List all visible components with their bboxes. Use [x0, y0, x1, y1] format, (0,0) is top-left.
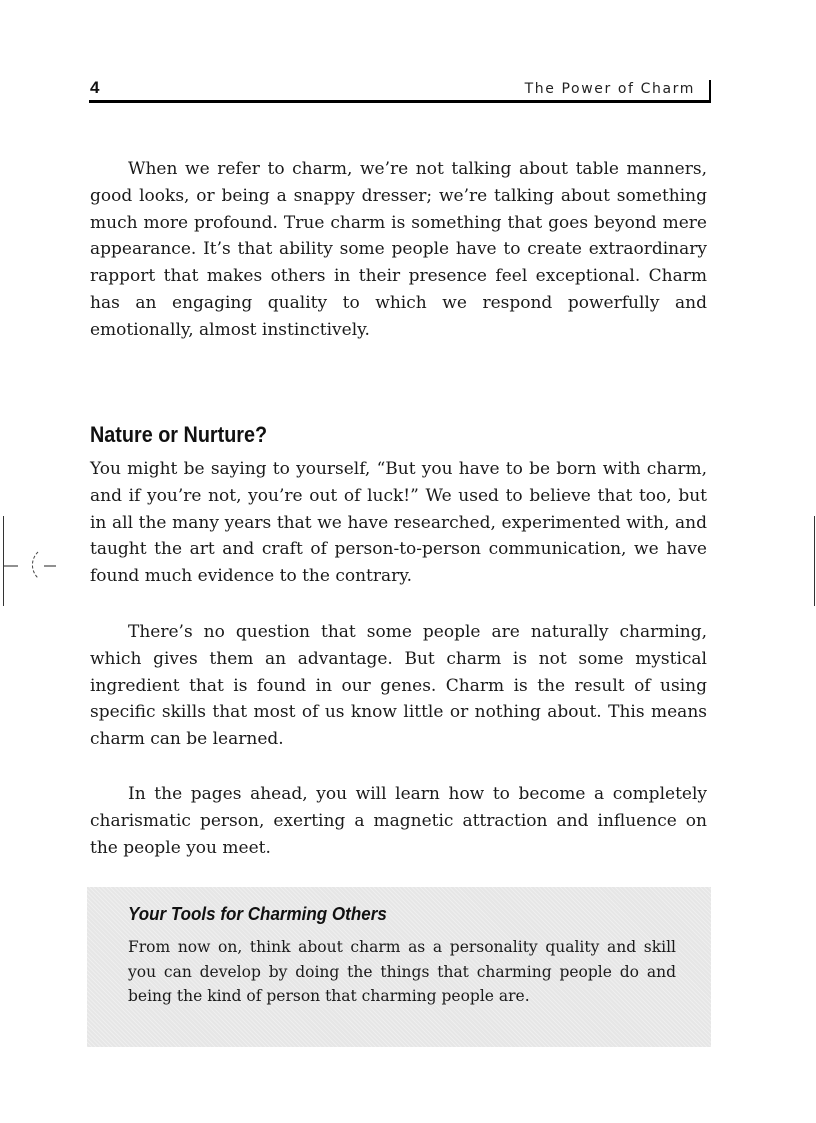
sidebar-title: Your Tools for Charming Others: [128, 903, 387, 924]
right-crop-bar: [814, 516, 815, 606]
sidebar-box: [87, 887, 711, 1047]
body-paragraph-3: In the pages ahead, you will learn how to become a completely charismatic person, exerting a magnetic attraction and influence on the people you meet.: [90, 784, 707, 858]
body-paragraph-2: There’s no question that some people are naturally charming, which gives them an advantage. But charm is not some mystical ingredient that is found in our genes. Charm is the result of using specific skills that most of us know little or nothing about. This means charm can be learned.: [90, 622, 707, 750]
intro-paragraph: When we refer to charm, we’re not talking about table manners, good looks, or being a snappy dresser; we’re talking about something much more profound. True charm is something that goes beyond mere appearance. It’s that ability some people have to create extraordinary rapport that makes others in their presence feel exceptional. Charm has an engaging quality to which we respond powerfully and emotionally, almost instinctively.: [90, 159, 707, 340]
page-number: 4: [90, 78, 100, 97]
header-rule-tick: [709, 80, 711, 102]
section-heading: Nature or Nurture?: [90, 422, 268, 447]
running-header: [89, 78, 711, 103]
sidebar-body: From now on, think about charm as a personality quality and skill you can develop by doing the things that charming people do and being the kind of person that charming people are.: [128, 938, 676, 1005]
body-paragraph-1: You might be saying to yourself, “But you have to be born with charm, and if you’re not, you’re out of luck!” We used to believe that too, but in all the many years that we have researched, experimented with, and taught the art and craft of person-to-person communication, we have found much evidence to the contrary.: [90, 459, 707, 587]
running-title: The Power of Charm: [524, 81, 695, 97]
registration-crop-mark-icon: [4, 546, 60, 582]
